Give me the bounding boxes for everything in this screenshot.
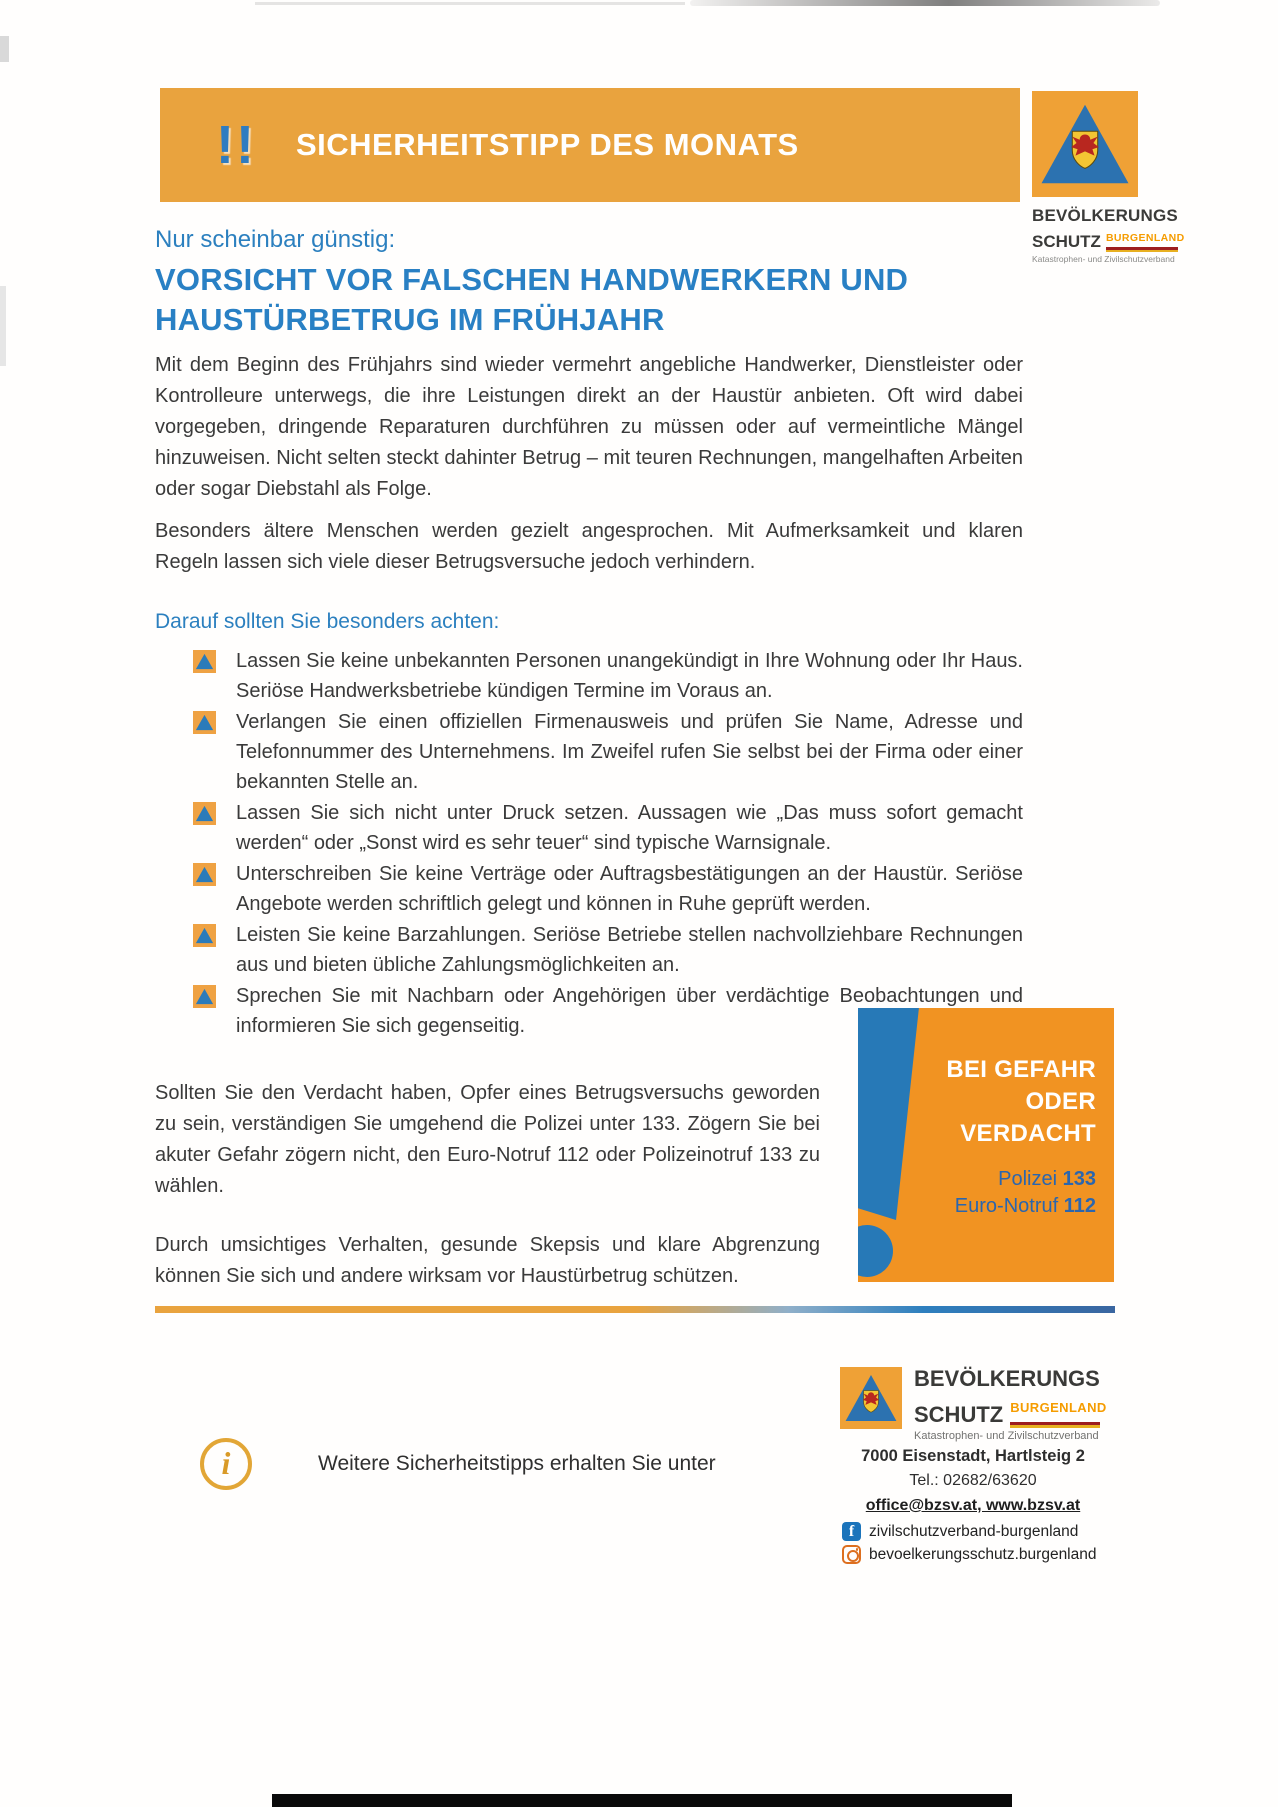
list-item-text: Lassen Sie keine unbekannten Personen unangekündigt in Ihre Wohnung oder Ihr Haus. Seriöse Handwerksbetriebe kündigen Termine im Voraus an. [236,650,1023,702]
checklist [193,646,1023,1042]
facebook-icon: f [842,1522,861,1541]
org-logo [1032,85,1202,264]
outro-paragraph-1: Sollten Sie den Verdacht haben, Opfer eines Betrugsversuchs geworden zu sein, verständigen Sie umgehend die Polizei unter 133. Zögern Sie bei akuter Gefahr zögern nicht, den Euro-Notruf 112 oder Polizeinotruf 133 zu wählen. [155,1082,820,1197]
divider-rule [155,1306,1115,1313]
burgenland-flag-bars [1106,247,1178,252]
scan-bottom-bar [272,1794,1012,1807]
list-item [193,707,1023,797]
scan-mark [0,286,6,366]
triangle-bullet-icon [193,711,216,734]
footer-logo-region: BURGENLAND [1010,1400,1107,1415]
list-item-text: Lassen Sie sich nicht unter Druck setzen. Aussagen wie „Das muss sofort gemacht werden“ oder „Sonst wird es sehr teuer“ sind typische Warnsignale. [236,802,1023,854]
list-item-text: Verlangen Sie einen offiziellen Firmenausweis und prüfen Sie Name, Adresse und Telefonnummer des Unternehmens. Im Zweifel rufen Sie selbst bei der Firma oder einer bekannten Stelle an. [236,711,1023,793]
civil-protection-crest-icon [1032,85,1138,203]
list-item-text: Unterschreiben Sie keine Verträge oder Auftragsbestätigungen an der Haustür. Seriöse Angebote werden schriftlich gelegt und können in Ruhe geprüft werden. [236,863,1023,915]
list-item [193,920,1023,980]
intro-paragraph-2: Besonders ältere Menschen werden gezielt angesprochen. Mit Aufmerksamkeit und klaren Regeln lassen sich viele dieser Betrugsversuche jedoch verhindern. [155,520,1023,573]
triangle-bullet-icon [193,924,216,947]
info-text: Weitere Sicherheitstipps erhalten Sie unter [318,1452,716,1475]
triangle-bullet-icon [193,863,216,886]
logo-region: BURGENLAND [1105,232,1185,244]
alert-line-3: VERDACHT [960,1120,1096,1147]
contact-block [838,1444,1108,1564]
facebook-link[interactable] [842,1522,1108,1541]
alert-line-2: ODER [1025,1088,1096,1115]
facebook-handle: zivilschutzverband-burgenland [869,1522,1079,1540]
scan-streak [690,0,1160,6]
list-item [193,859,1023,919]
page-title-line-1: VORSICHT VOR FALSCHEN HANDWERKERN UND [155,262,909,297]
banner-title: SICHERHEITSTIPP DES MONATS [295,127,799,162]
footer-logo-subtitle: Katastrophen- und Zivilschutzverband [914,1430,1099,1442]
page-title-line-2: HAUSTÜRBETRUG IM FRÜHJAHR [155,302,665,337]
outro-paragraph-2: Durch umsichtiges Verhalten, gesunde Skepsis und klare Abgrenzung können Sie sich und andere wirksam vor Haustürbetrug schützen. [155,1234,820,1287]
triangle-bullet-icon [193,985,216,1008]
page-title [155,260,1035,340]
phone-line: Tel.: 02682/63620 [909,1472,1037,1489]
triangle-bullet-icon [193,802,216,825]
logo-word-2: SCHUTZ [1032,232,1101,251]
emergency-alert-box [858,1008,1114,1282]
address-line: 7000 Eisenstadt, Hartlsteig 2 [861,1447,1085,1465]
instagram-icon [842,1545,861,1564]
list-item [193,798,1023,858]
scan-mark [0,36,9,62]
footer-logo-word-1: BEVÖLKERUNGS [914,1366,1100,1391]
burgenland-flag-bars [1010,1422,1100,1428]
civil-protection-crest-icon [840,1364,902,1432]
info-icon: i [200,1438,252,1490]
list-item [193,646,1023,706]
emergency-number-police: Polizei 133 [998,1168,1096,1190]
instagram-link[interactable] [842,1545,1108,1564]
double-exclamation-icon: !! [216,115,256,175]
scan-streak [255,2,685,5]
list-item-text: Sprechen Sie mit Nachbarn oder Angehörigen über verdächtige Beobachtungen und informieren Sie sich gegenseitig. [236,985,1023,1037]
alert-line-1: BEI GEFAHR [946,1056,1096,1083]
instagram-handle: bevoelkerungsschutz.burgenland [869,1545,1097,1563]
kicker-text: Nur scheinbar günstig: [155,226,396,253]
list-item-text: Leisten Sie keine Barzahlungen. Seriöse Betriebe stellen nachvollziehbare Rechnungen aus und bieten übliche Zahlungsmöglichkeiten an. [236,924,1023,976]
checklist-heading: Darauf sollten Sie besonders achten: [155,610,500,633]
intro-paragraph-1: Mit dem Beginn des Frühjahrs sind wieder vermehrt angebliche Handwerker, Dienstleister oder Kontrolleure unterwegs, die ihre Leistungen direkt an der Haustür anbieten. Oft wird dabei vorgegeben, dringende Reparaturen durchführen zu müssen oder auf vermeintliche Mängel hinzuweisen. Nicht selten steckt dahinter Betrug – mit teuren Rechnungen, mangelhaften Arbeiten oder sogar Diebstahl als Folge. [155,354,1023,500]
triangle-bullet-icon [193,650,216,673]
emergency-number-euro: Euro-Notruf 112 [954,1195,1096,1217]
logo-subtitle: Katastrophen- und Zivilschutzverband [1032,254,1175,264]
footer-org-logo [840,1364,902,1432]
email-website-links[interactable]: office@bzsv.at, www.bzsv.at [865,1497,1081,1514]
footer-logo-word-2: SCHUTZ [914,1402,1004,1427]
header-banner [160,88,1020,202]
logo-word-1: BEVÖLKERUNGS [1032,206,1178,225]
